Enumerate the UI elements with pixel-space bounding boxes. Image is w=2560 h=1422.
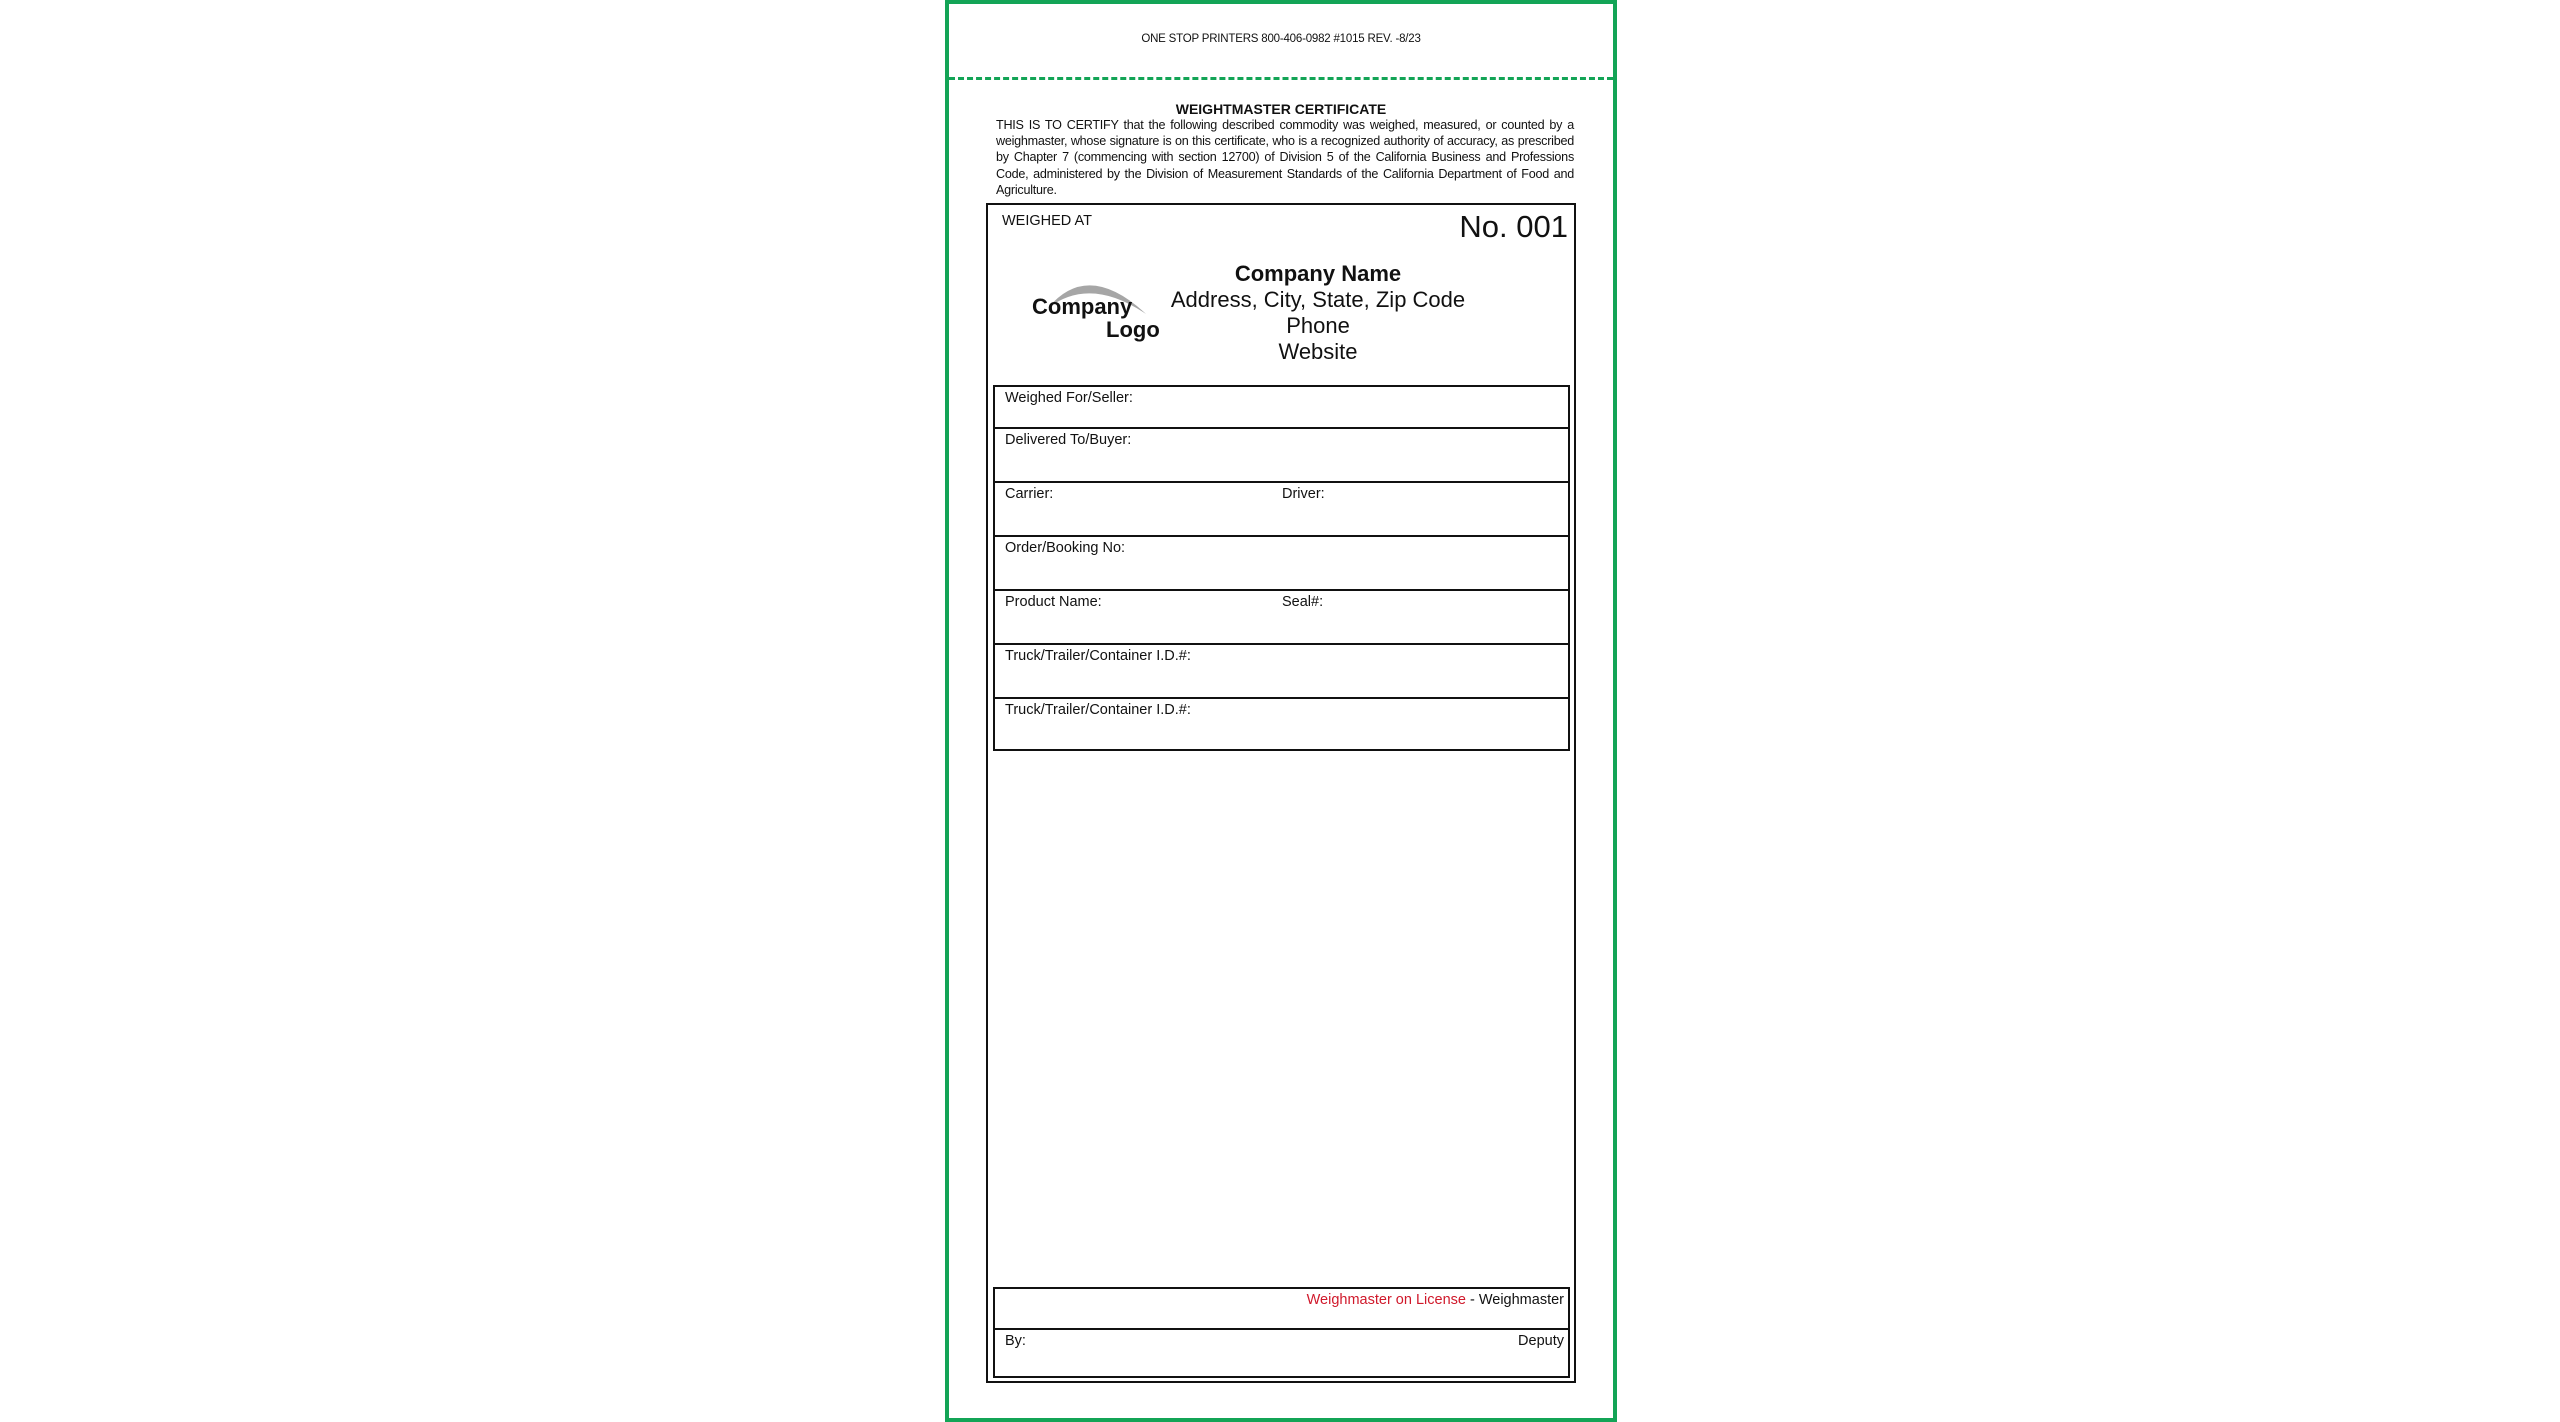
company-phone: Phone xyxy=(1286,313,1350,338)
field-carrier-driver[interactable] xyxy=(995,481,1568,535)
logo-text-company: Company xyxy=(1032,294,1133,319)
logo-text-logo: Logo xyxy=(1106,317,1160,342)
field-label: Driver: xyxy=(1282,486,1325,502)
certificate-form-frame xyxy=(945,0,1617,1422)
certificate-number: No. 001 xyxy=(1459,209,1568,244)
field-truck-id-1[interactable] xyxy=(995,643,1568,697)
separator: - xyxy=(1465,1292,1479,1308)
weighmaster-row[interactable] xyxy=(995,1289,1568,1328)
certificate-title: WEIGHTMASTER CERTIFICATE xyxy=(1175,101,1387,117)
field-label: Product Name: xyxy=(1005,594,1102,610)
certificate-statement: THIS IS TO CERTIFY that the following described commodity was weighed, measured, or counted by a weighmaster, whose signature is on this certificate, who is a recognized authority of accuracy, as prescribed by Chapter 7 (commencing with section 12700) of Division 5 of the California Business and Professions Code, administered by the Division of Measurement Standards of the California Department of Food and Agriculture. xyxy=(996,118,1574,197)
weighed-at-label: WEIGHED AT xyxy=(1002,213,1092,229)
by-label: By: xyxy=(1005,1333,1026,1349)
field-order-booking[interactable] xyxy=(995,535,1568,589)
company-name: Company Name xyxy=(1234,261,1402,286)
field-label: Order/Booking No: xyxy=(1005,540,1126,556)
fields-table xyxy=(993,385,1570,751)
field-product-seal[interactable] xyxy=(995,589,1568,643)
field-label: Truck/Trailer/Container I.D.#: xyxy=(1005,648,1191,664)
printer-info: ONE STOP PRINTERS 800-406-0982 #1015 REV. -8/23 xyxy=(1141,33,1421,45)
company-info xyxy=(1138,260,1498,365)
field-label: Weighed For/Seller: xyxy=(1005,390,1133,406)
signature-box xyxy=(993,1287,1570,1378)
certificate-box xyxy=(986,203,1576,1383)
field-label: Truck/Trailer/Container I.D.#: xyxy=(1005,702,1191,718)
field-truck-id-2[interactable] xyxy=(995,697,1568,749)
weighmaster-label xyxy=(1307,1292,1564,1308)
field-label: Carrier: xyxy=(1005,486,1054,502)
weighmaster-text: Weighmaster xyxy=(1478,1292,1564,1308)
license-text: Weighmaster on License xyxy=(1306,1292,1466,1308)
field-delivered-to[interactable] xyxy=(995,427,1568,481)
company-address: Address, City, State, Zip Code xyxy=(1170,287,1466,312)
field-weighed-for[interactable] xyxy=(995,387,1568,427)
field-label: Delivered To/Buyer: xyxy=(1005,432,1132,448)
perforation-line xyxy=(949,77,1613,80)
company-website: Website xyxy=(1278,339,1358,364)
deputy-row[interactable] xyxy=(995,1328,1568,1376)
field-label: Seal#: xyxy=(1282,594,1324,610)
deputy-label: Deputy xyxy=(1518,1333,1564,1349)
